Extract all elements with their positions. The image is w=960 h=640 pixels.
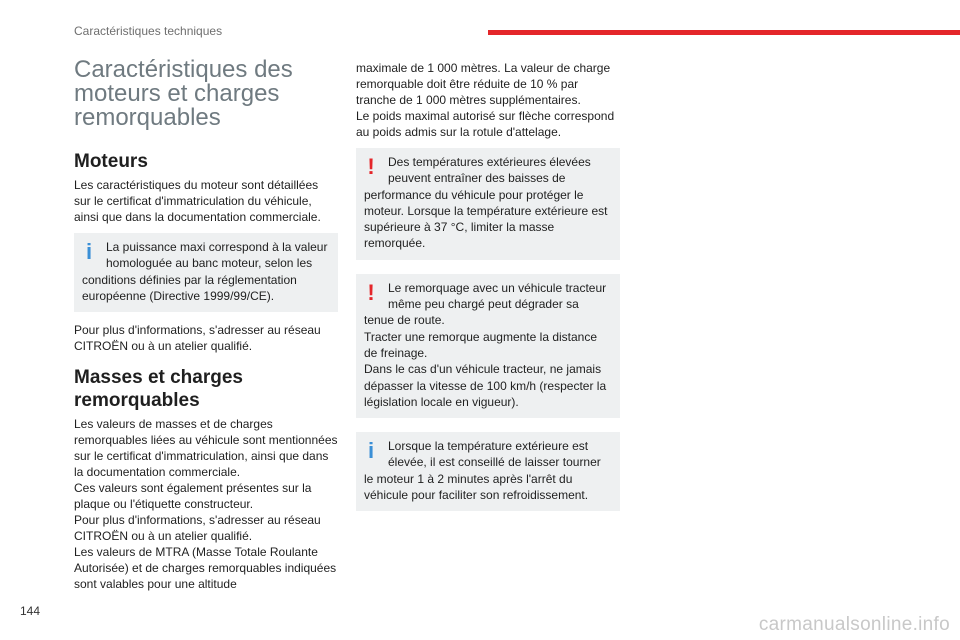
header-accent-bar <box>488 30 960 35</box>
right-column <box>356 60 620 521</box>
moteurs-info-text: Pour plus d'informations, s'adresser au réseau CITROËN ou à un atelier qualifié. <box>74 323 321 354</box>
masses-paragraph-2: Ces valeurs sont également présentes sur la plaque ou l'étiquette constructeur. <box>74 481 312 512</box>
warning-note-text-a: Le remorquage avec un véhicule tracteur même peu chargé peut dégrader sa tenue de route. <box>364 280 607 328</box>
warning-note-temperature <box>356 148 620 260</box>
info-note-text: Lorsque la température extérieure est élevée, il est conseillé de laisser tourner le moteur 1 à 2 minutes après l'arrêt du véhicule pour faciliter son refroidissement. <box>364 439 601 503</box>
info-note-text: La puissance maxi correspond à la valeur homologuée au banc moteur, selon les conditions définies par la réglementation européenne (Directive 1999/99/CE). <box>82 240 328 303</box>
info-note-puissance <box>74 233 338 312</box>
left-column <box>74 58 338 600</box>
warning-note-text-c: Dans le cas d'un véhicule tracteur, ne jamais dépasser la vitesse de 100 km/h (respecter la législation locale en vigueur). <box>364 362 607 409</box>
warning-icon: ! <box>367 154 375 179</box>
watermark: carmanualsonline.info <box>758 614 950 635</box>
warning-note-text-b: Tracter une remorque augmente la distance de freinage. <box>364 329 598 360</box>
page-number: 144 <box>20 604 41 618</box>
masses-paragraph-1: Les valeurs de masses et de charges remorquables liées au véhicule sont mentionnées sur le certificat d'immatriculation, ainsi que dans la documentation commerciale. <box>74 417 338 480</box>
charge-paragraph-2: Le poids maximal autorisé sur flèche correspond au poids admis sur la rotule d'attelage. <box>356 109 615 139</box>
warning-note-remorquage <box>356 274 620 418</box>
section-title: Caractéristiques des moteurs et charges remorquables <box>74 56 293 131</box>
info-icon: i <box>85 239 93 264</box>
warning-note-text: Des températures extérieures élevées peuvent entraîner des baisses de performance du véhicule pour protéger le moteur. Lorsque la température extérieure est supérieure à 37 °C, limiter la masse remorquée. <box>364 155 608 251</box>
charge-paragraph-1: maximale de 1 000 mètres. La valeur de charge remorquable doit être réduite de 10 % par tranche de 1 000 mètres supplémentaires. <box>356 61 611 107</box>
heading-moteurs: Moteurs <box>74 151 148 172</box>
heading-masses: Masses et charges remorquables <box>74 367 243 412</box>
info-note-refroidissement <box>356 432 620 511</box>
chapter-header: Caractéristiques techniques <box>74 24 223 38</box>
info-icon: i <box>367 438 375 464</box>
moteurs-text: Les caractéristiques du moteur sont détaillées sur le certificat d'immatriculation du véhicule, ainsi que dans la documentation commerciale. <box>74 178 321 224</box>
warning-icon: ! <box>367 279 375 305</box>
masses-paragraph-3: Pour plus d'informations, s'adresser au réseau CITROËN ou à un atelier qualifié. <box>74 513 321 544</box>
masses-paragraph-4: Les valeurs de MTRA (Masse Totale Roulante Autorisée) et de charges remorquables indiquées sont valables pour une altitude <box>74 545 337 592</box>
